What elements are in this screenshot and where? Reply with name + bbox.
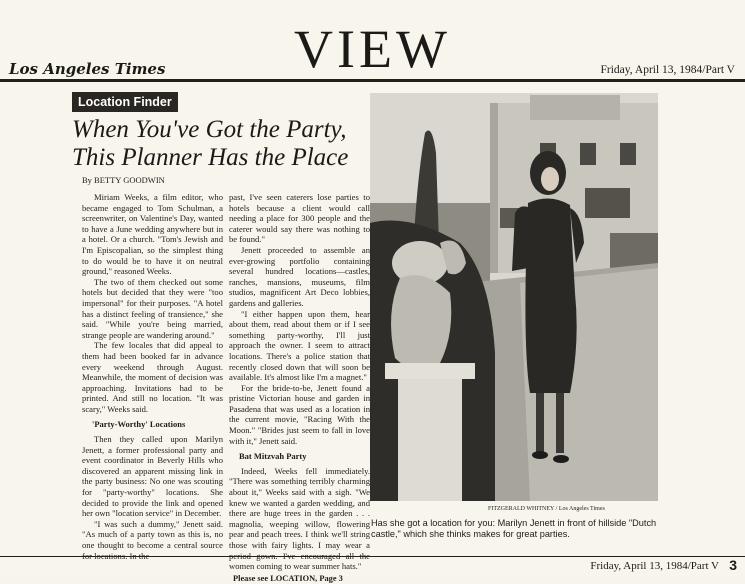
paragraph: The few locales that did appeal to them had been booked far in advance every weekend through August. Meanwhile, the moment of decision was approaching. Invitations had to be printed. And still no location. "It was scary," Weeks said.: [82, 340, 223, 414]
section-masthead: VIEW: [294, 19, 451, 79]
photo-credit: FITZGERALD WHITNEY / Los Angeles Times: [488, 506, 605, 512]
paragraph: past, I've seen caterers lose parties to hotels because a client would call needing a place for 300 people and the caterer would say there was nothing to be found.": [229, 192, 370, 245]
masthead-rule: [0, 79, 745, 82]
photo-illustration: [370, 93, 658, 501]
footer-rule: [0, 556, 745, 557]
article-headline: [72, 116, 364, 172]
paragraph: Indeed, Weeks fell immediately. "There was something terribly charming about it," Weeks said with a sigh. "We knew we wanted a garden wedding, and there are huge trees in the garden . . . magnolia, weeping willow, flowering pear and peach trees. I think we'll string those with fairy lights. I may wear a women coming to wear summer hats.": [229, 465, 370, 572]
headline-line-1: When You've Got the Party,: [72, 116, 347, 143]
continued-link[interactable]: Please see LOCATION, Page 3: [233, 573, 343, 583]
article-column-2: [229, 192, 370, 584]
subhead-bat-mitzvah: Bat Mitzvah Party: [239, 451, 307, 462]
subhead-party-worthy: 'Party-Worthy' Locations: [92, 419, 186, 430]
top-dateline: Friday, April 13, 1984/Part V: [600, 64, 735, 76]
page-number: 3: [729, 557, 737, 573]
paragraph: "I was such a dummy," Jenett said. "As much of a party town as this is, no one thought to become a central source: [82, 518, 223, 550]
byline: By BETTY GOODWIN: [82, 175, 165, 185]
headline-line-2: This Planner Has the Place: [72, 144, 349, 171]
paragraph: "I either happen upon them, hear about them, read about them or if I see something party-worthy, I'll just approach the owner. I seem to attract locations. There's a police station that recently closed down that will soon be available. It's almost like I'm a magnet.": [229, 308, 370, 383]
article-column-1: [82, 192, 223, 561]
paragraph: The two of them checked out some hotels but decided that they were "too impersonal" for their purposes. "A hotel has a distinct feeling of transience," she said. "While you're being married, strange people are wandering around.": [82, 276, 223, 340]
section-label: Location Finder: [72, 92, 178, 112]
paragraph: Then they called upon Marilyn Jenett, a former professional party and event coordinator in Beverly Hills who discovered an apparent missing link in the party business: No one was scouting for "party-worthy" locations. She decided to provide the link and opened her own "location service" in December.: [82, 434, 223, 519]
bottom-dateline: Friday, April 13, 1984/Part V: [590, 560, 719, 572]
paragraph: Miriam Weeks, a film editor, who became engaged to Tom Schulman, a screenwriter, on Valentine's Day, wanted to have a June wedding anywhere but in a hotel. Or a church. "Tom's Jewish and I'm Episcopalian, so the simplest thing to do would be to have it on neutral ground," reasoned Weeks.: [82, 192, 223, 277]
newspaper-nameplate: Los Angeles Times: [9, 60, 166, 78]
feature-photo: [370, 93, 658, 501]
paragraph: For the bride-to-be, Jenett found a pristine Victorian house and garden in Pasadena that was used as a location in the current movie, "Racing With the Moon." "Brides just seem to fall in love with it," Jenett said.: [229, 382, 370, 446]
paragraph: Jenett proceeded to assemble an ever-growing portfolio containing several hundred locations—castles, ranches, mansions, museums, film studios, magnificent Art Deco lobbies, gardens and galleries.: [229, 244, 370, 308]
photo-caption: Has she got a location for you: Marilyn Jenett in front of hillside "Dutch castle," which she thinks makes for great parties.: [371, 518, 657, 539]
